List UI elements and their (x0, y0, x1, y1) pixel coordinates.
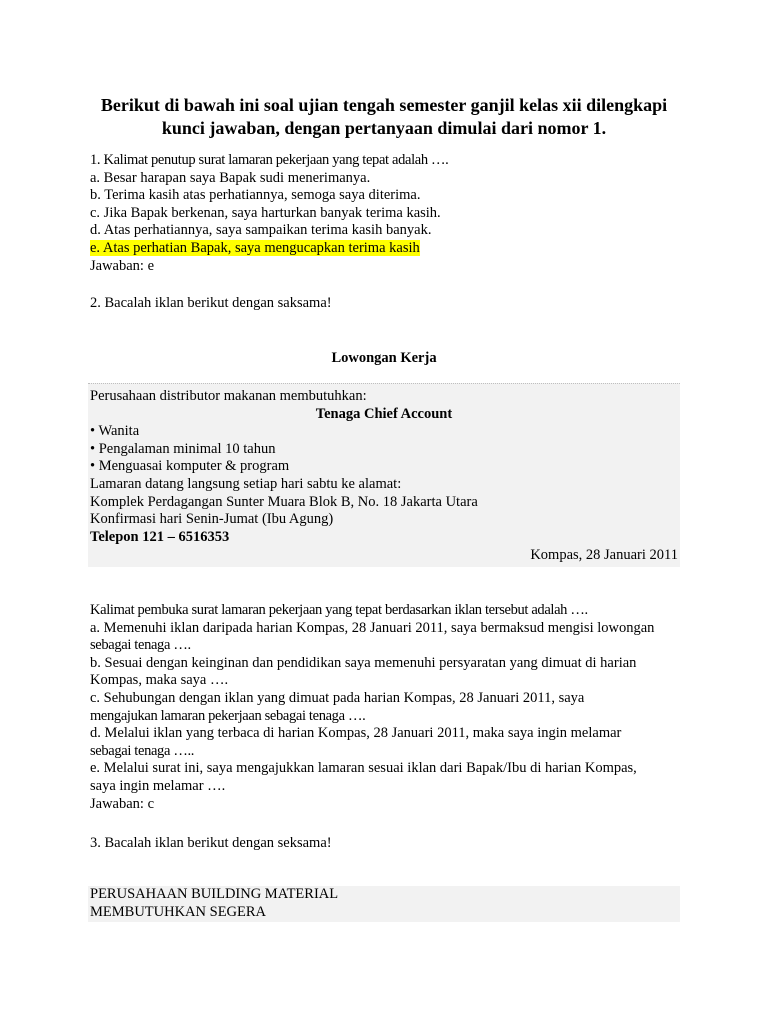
question-2-options (90, 602, 690, 813)
q2-option-e: e. Melalui surat ini, saya mengajukkan lamaran sesuai iklan dari Bapak/Ibu di harian Kompas, (90, 760, 637, 777)
job-ad-box (88, 383, 680, 567)
ad-requirement-3: • Menguasai komputer & program (90, 458, 290, 475)
question-1-text: 1. Kalimat penutup surat lamaran pekerjaan yang tepat adalah …. (90, 152, 449, 168)
question-1 (90, 152, 690, 275)
ad2-line-1: PERUSAHAAN BUILDING MATERIAL (90, 886, 339, 902)
q2-prompt: Kalimat pembuka surat lamaran pekerjaan yang tepat berdasarkan iklan tersebut adalah …. (90, 602, 588, 618)
ad-position: Tenaga Chief Account (315, 405, 453, 422)
q2-option-e-cont: saya ingin melamar …. (90, 777, 226, 794)
q2-option-c-cont: mengajukan lamaran pekerjaan sebagai tenaga …. (90, 707, 366, 724)
ad-source: Kompas, 28 Januari 2011 (530, 547, 678, 564)
q1-option-c: c. Jika Bapak berkenan, saya harturkan banyak terima kasih. (90, 204, 441, 221)
q2-option-d-cont: sebagai tenaga ….. (90, 742, 195, 759)
q2-option-c: c. Sehubungan dengan iklan yang dimuat pada harian Kompas, 28 Januari 2011, saya (90, 689, 585, 706)
ad-phone: Telepon 121 – 6516353 (90, 528, 230, 545)
question-3 (90, 835, 690, 853)
question-2 (90, 295, 690, 313)
title-line-1: Berikut di bawah ini soal ujian tengah semester ganjil kelas xii dilengkapi (100, 95, 668, 115)
q2-answer: Jawaban: c (90, 795, 155, 812)
question-3-text: 3. Bacalah iklan berikut dengan seksama! (90, 835, 332, 851)
document-title (70, 94, 698, 140)
question-2-text: 2. Bacalah iklan berikut dengan saksama! (90, 295, 332, 311)
ad-apply: Lamaran datang langsung setiap hari sabtu ke alamat: (90, 475, 402, 492)
q1-option-b: b. Terima kasih atas perhatiannya, semoga saya diterima. (90, 187, 421, 204)
title-line-2: kunci jawaban, dengan pertanyaan dimulai dari nomor 1. (161, 118, 607, 138)
q2-option-b-cont: Kompas, maka saya …. (90, 672, 229, 689)
q2-option-d: d. Melalui iklan yang terbaca di harian Kompas, 28 Januari 2011, maka saya ingin melamar (90, 725, 622, 742)
q2-option-a: a. Memenuhi iklan daripada harian Kompas, 28 Januari 2011, saya bermaksud mengisi lowongan (90, 619, 655, 636)
q1-option-a: a. Besar harapan saya Bapak sudi menerimanya. (90, 169, 371, 186)
ad-requirement-1: • Wanita (90, 423, 140, 440)
q1-answer: Jawaban: e (90, 257, 155, 274)
q2-option-b: b. Sesuai dengan keinginan dan pendidikan saya memenuhi persyaratan yang dimuat di harian (90, 654, 637, 671)
building-material-ad-box (88, 886, 680, 922)
ad-requirement-2: • Pengalaman minimal 10 tahun (90, 440, 276, 457)
q1-option-e-highlighted: e. Atas perhatian Bapak, saya mengucapkan terima kasih (90, 239, 420, 256)
ad-heading: Lowongan Kerja (331, 350, 437, 366)
ad2-line-2: MEMBUTUHKAN SEGERA (90, 903, 267, 920)
ad-address: Komplek Perdagangan Sunter Muara Blok B, No. 18 Jakarta Utara (90, 493, 478, 510)
ad-confirm: Konfirmasi hari Senin-Jumat (Ibu Agung) (90, 511, 334, 528)
q1-option-d: d. Atas perhatiannya, saya sampaikan terima kasih banyak. (90, 222, 432, 239)
q2-option-a-cont: sebagai tenaga …. (90, 637, 191, 654)
ad-intro: Perusahaan distributor makanan membutuhkan: (90, 388, 367, 404)
